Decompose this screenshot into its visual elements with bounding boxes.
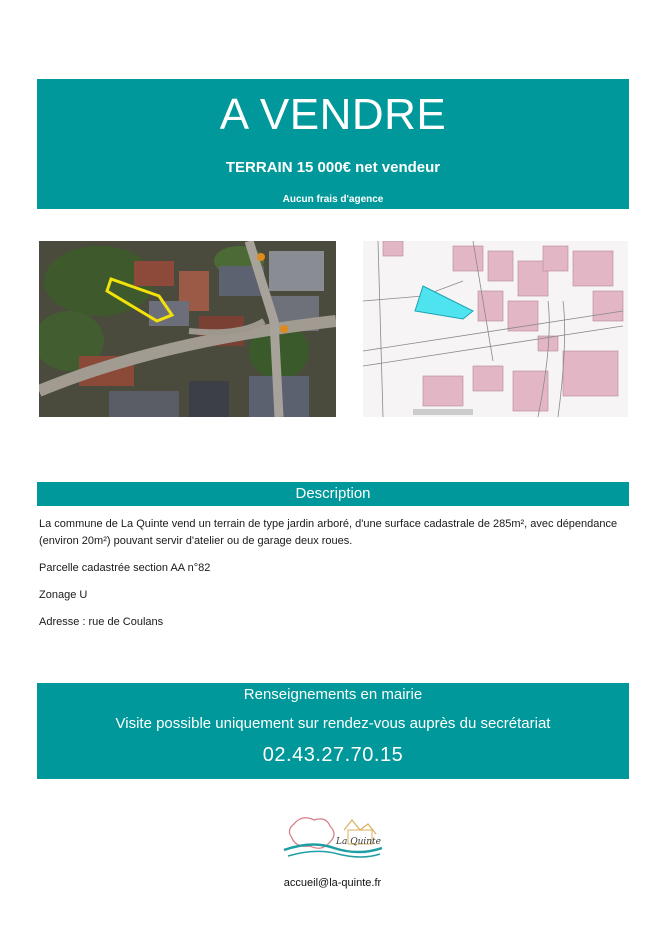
visit-note: Visite possible uniquement sur rendez-vous auprès du secrétariat	[115, 715, 551, 732]
description-heading: Description	[37, 482, 629, 506]
description-body	[39, 516, 629, 641]
phone-number[interactable]: 02.43.27.70.15	[262, 744, 404, 766]
header-banner	[37, 79, 629, 209]
page-title: A VENDRE	[219, 90, 447, 139]
info-banner	[37, 683, 629, 779]
zoning: Zonage U	[39, 589, 88, 601]
description-paragraph: La commune de La Quinte vend un terrain de type jardin arboré, d'une surface cadastrale de 285m², avec dépendance (environ 20m²) pouvant servir d'atelier ou de garage deux roues.	[39, 518, 618, 547]
price-line: TERRAIN 15 000€ net vendeur	[225, 159, 441, 176]
aerial-photo	[39, 241, 336, 417]
email-link[interactable]: accueil@la-quinte.fr	[283, 877, 382, 889]
fees-note: Aucun frais d'agence	[282, 194, 384, 205]
parcel-reference: Parcelle cadastrée section AA n°82	[39, 562, 211, 574]
info-heading: Renseignements en mairie	[243, 686, 423, 703]
address: Adresse : rue de Coulans	[39, 616, 164, 628]
cadastral-map	[363, 241, 628, 417]
la-quinte-logo	[282, 812, 386, 864]
logo-text: La Quinte	[336, 837, 381, 847]
